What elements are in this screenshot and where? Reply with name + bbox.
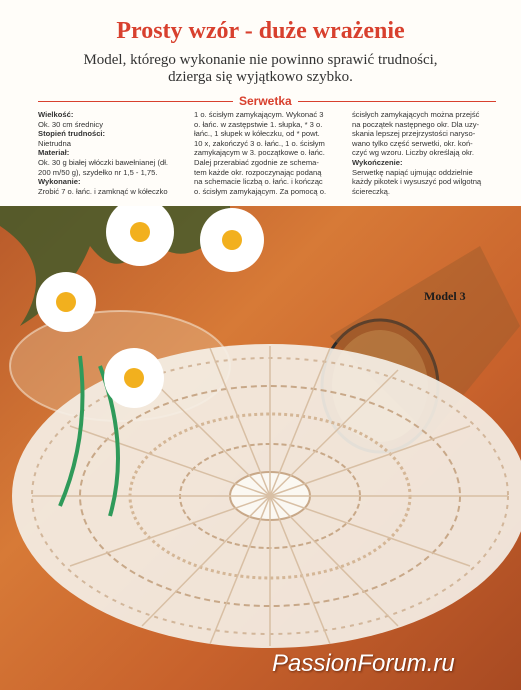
text-line: zamykającym w 3. początkowe o. łańc. <box>194 148 325 158</box>
text-line: 1 o. ścisłym zamykającym. Wykonać 3 <box>194 110 324 119</box>
text-line: na początek następnego okr. Dla uzy- <box>352 119 480 129</box>
work-line-1: Zrobić 7 o. łańc. i zamknąć w kółeczko <box>38 186 168 196</box>
section-header <box>38 93 496 109</box>
text-line: Dalej przerabiać zgodnie ze schema- <box>194 157 319 167</box>
page-subtitle <box>40 52 481 86</box>
difficulty-value: Nietrudna <box>38 138 71 148</box>
text-line: tem każde okr. rozpoczynając podaną <box>194 167 322 177</box>
text-line: łańc., 1 słupek w kółeczku, od * powt. <box>194 129 320 139</box>
text-line: o. łańc. w zastępstwie 1. słupka, * 3 o. <box>194 119 323 129</box>
text-line: o. ścisłym zamykającym. Za pomocą o. <box>194 186 327 196</box>
model-label: Model 3 <box>424 289 466 303</box>
watermark: PassionForum.ru <box>272 650 455 677</box>
difficulty-heading: Stopień trudności: <box>38 129 106 139</box>
instructions-column-3 <box>352 110 498 196</box>
text-line: ścisłych zamykających można przejść <box>352 110 480 119</box>
doily-photo <box>0 206 521 690</box>
text-line: ściereczką. <box>352 186 390 196</box>
material-line-1: Ok. 30 g białej włóczki bawełnianej (dł. <box>38 157 169 167</box>
text-line: skania lepszej przejrzystości naryso- <box>352 129 476 139</box>
finishing-heading: Wykończenie: <box>352 157 403 167</box>
work-heading: Wykonanie: <box>38 177 81 187</box>
instructions-column-1 <box>38 110 183 196</box>
size-heading: Wielkość: <box>38 110 74 119</box>
material-heading: Materiał: <box>38 148 70 158</box>
instructions-column-2 <box>194 110 340 196</box>
section-title: Serwetka <box>233 93 298 109</box>
size-value: Ok. 30 cm średnicy <box>38 119 103 129</box>
text-line: czyć wg wzoru. Liczby określają okr. <box>352 148 474 158</box>
text-line: Serwetkę napiąć ujmując oddzielnie <box>352 167 473 177</box>
instructions <box>38 110 496 210</box>
text-line: 10 x, zakończyć 3 o. łańc., 1 o. ścisłym <box>194 138 325 148</box>
crochet-doily <box>12 344 521 648</box>
photo-illustration <box>0 206 521 690</box>
subtitle-line-2: dzierga się wyjątkowo szybko. <box>168 69 353 85</box>
material-line-2: 200 m/50 g), szydełko nr 1,5 - 1,75. <box>38 167 158 177</box>
page-title: Prosty wzór - duże wrażenie <box>116 18 405 44</box>
subtitle-line-1: Model, którego wykonanie nie powinno sprawić trudności, <box>83 52 438 68</box>
text-line: każdy pikotek i wysuszyć pod wilgotną <box>352 177 482 187</box>
text-line: na schemacie liczbą o. łańc. i kończąc <box>194 177 323 187</box>
text-line: wano tylko część serwetki, okr. koń- <box>352 138 473 148</box>
